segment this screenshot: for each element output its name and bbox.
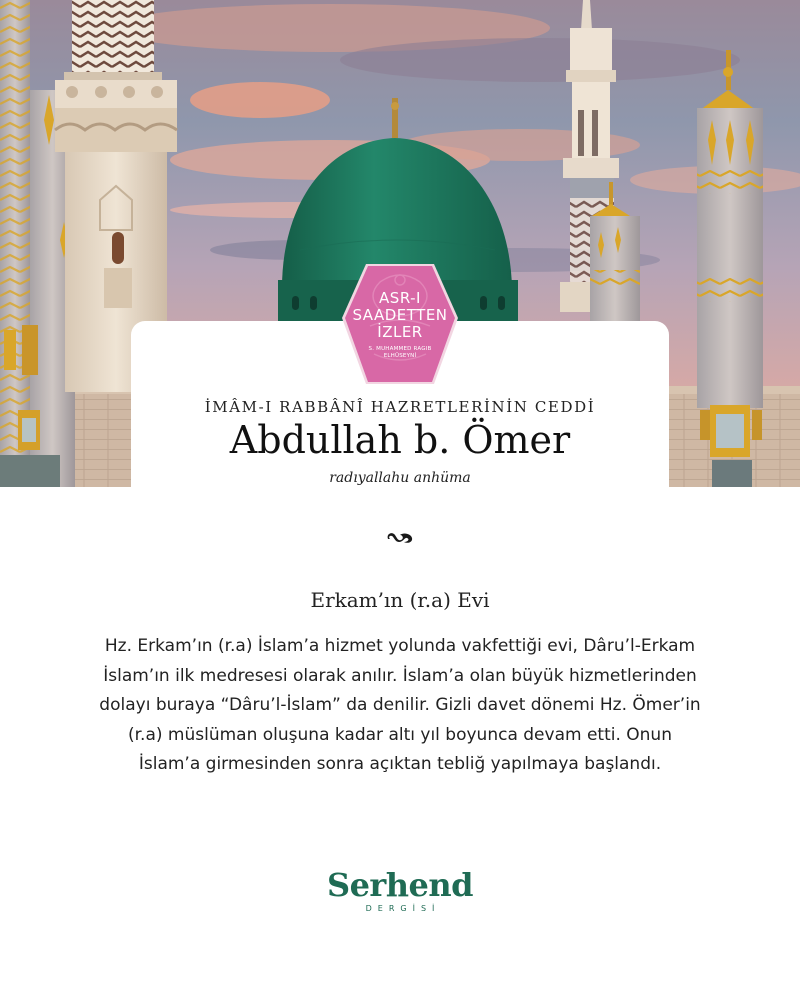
article-subtitle: radıyallahu anhüma [329, 470, 471, 486]
body-line: (r.a) müslüman oluşuna kadar altı yıl boyunca devam etti. Onun [128, 724, 672, 745]
series-badge-text [340, 262, 460, 386]
body-line: Hz. Erkam’ın (r.a) İslam’a hizmet yolunda vakfettiği evi, Dâru’l-Erkam [104, 636, 696, 656]
logo-sub: DERGİSİ [365, 904, 441, 913]
section-body [50, 632, 750, 780]
article-title: Abdullah b. Ömer [229, 418, 571, 462]
badge-author-2: ELHÜSEYNİ [383, 353, 417, 359]
article-kicker: İMÂM-I RABBÂNÎ HAZRETLERİNİN CEDDİ [204, 398, 596, 416]
badge-line-3: İZLER [377, 323, 423, 341]
section-title: Erkam’ın (r.a) Evi [310, 588, 490, 612]
serhend-logo [0, 868, 800, 913]
body-line: dolayı buraya “Dâru’l-İslam” da denilir. Gizli davet dönemi Hz. Ömer’in [99, 695, 701, 715]
badge-author-1: S. MUHAMMED RAGIB [368, 346, 432, 352]
logo-name: Serhend [326, 866, 474, 904]
badge-line-1: ASR-I [379, 289, 421, 307]
badge-line-2: SAADETTEN [352, 306, 448, 324]
fleuron-icon [384, 528, 416, 546]
body-line: İslam’a girmesinden sonra açıktan tebliğ yapılmaya başlandı. [138, 754, 662, 774]
body-line: İslam’ın ilk medresesi olarak anılır. İslam’a olan büyük hizmetlerinden [103, 665, 697, 686]
